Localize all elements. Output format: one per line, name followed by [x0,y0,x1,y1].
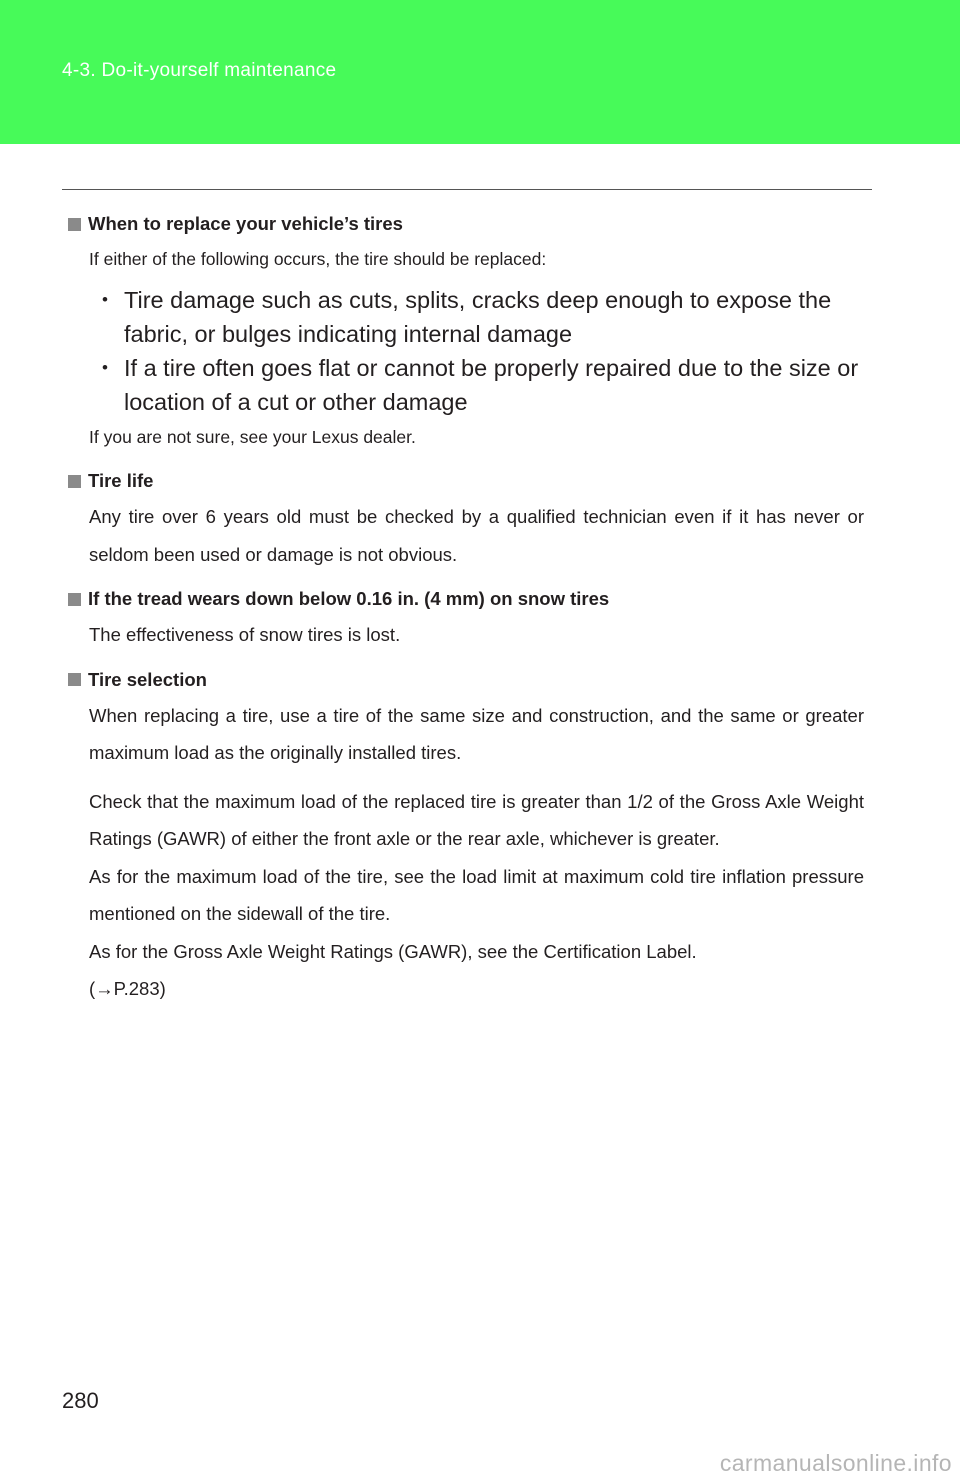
square-bullet-icon [68,593,81,606]
page-reference-link[interactable]: (→P.283) [89,978,166,999]
body-text: Check that the maximum load of the replaced tire is greater than 1/2 of the Gross Axle Weight Ratings (GAWR) of either the front axle or the rear axle, whichever is greater. [89,790,864,849]
main-content [68,207,864,1008]
bullet-dot-icon: • [102,290,108,309]
list-item-text: Tire damage such as cuts, splits, cracks deep enough to expose the fabric, or bulges indicating internal damage [124,287,832,347]
outro-text: If you are not sure, see your Lexus dealer. [89,427,416,447]
square-bullet-icon [68,673,81,686]
page-number: 280 [62,1388,99,1413]
square-bullet-icon [68,475,81,488]
body-text: Any tire over 6 years old must be checked by a qualified technician even if it has never or seldom been used or damage is not obvious. [89,506,864,565]
section-title: 4-3. Do-it-yourself maintenance [62,60,337,81]
watermark: carmanualsonline.info [719,1450,952,1476]
square-bullet-icon [68,218,81,231]
body-text: The effectiveness of snow tires is lost. [89,624,401,645]
bullet-dot-icon: • [102,358,108,377]
list-item-text: If a tire often goes flat or cannot be properly repaired due to the size or location of a cut or other damage [124,355,859,415]
body-text: As for the Gross Axle Weight Ratings (GAWR), see the Certification Label. [89,940,697,962]
divider-line [62,189,872,190]
page-header [0,0,960,144]
section-heading [68,207,864,241]
section-tire-selection [68,663,864,1008]
bullet-list [89,283,864,419]
section-when-to-replace [68,207,864,455]
list-item [89,351,864,419]
body-text: When replacing a tire, use a tire of the same size and construction, and the same or greater maximum load as the originally installed tires. [89,704,864,763]
section-heading [68,464,864,498]
heading-text: Tire life [88,470,154,491]
section-snow-tires [68,582,864,654]
heading-text: When to replace your vehicle’s tires [88,213,403,234]
list-item [89,283,864,351]
heading-text: If the tread wears down below 0.16 in. (4 mm) on snow tires [88,588,610,609]
section-heading [68,582,864,616]
section-heading [68,663,864,697]
section-tire-life [68,464,864,573]
body-text: As for the maximum load of the tire, see the load limit at maximum cold tire inflation pressure mentioned on the sidewall of the tire. [89,865,864,924]
intro-text: If either of the following occurs, the tire should be replaced: [89,249,547,269]
heading-text: Tire selection [88,668,207,690]
